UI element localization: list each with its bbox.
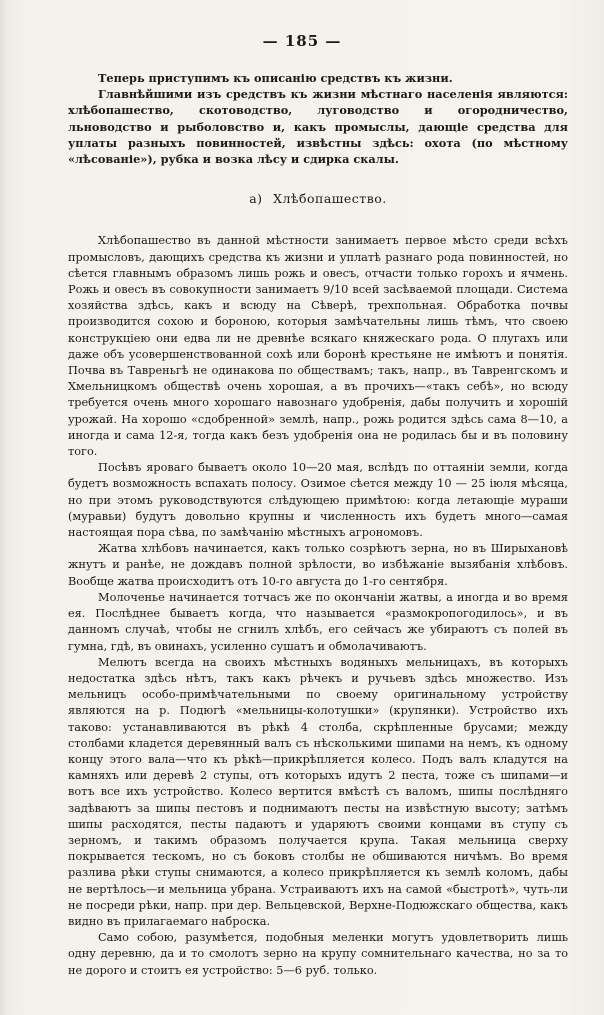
section-title: Хлѣбопашество. [273, 191, 387, 207]
page-edge-shadow [0, 0, 8, 1015]
paragraph-5: Мелютъ всегда на своихъ мѣстныхъ водяныхъ мельницахъ, въ которыхъ недостатка здѣсь нѣтъ, такъ какъ рѣчекъ и ручьевъ здѣсь множество. Изъ мельницъ особо-примѣчательными по своему оригинальному устройству являются на р. Подюгѣ «мельницы-колотушки» (крупянки). Устройство ихъ таково: устанавливаются въ рѣкѣ 4 столба, скрѣпленные брусами; между столбами кладется деревянный валъ съ нѣсколькими шипами на немъ, къ одному концу этого вала—что къ рѣкѣ—прикрѣпляется колесо. Подъ валъ кладутся на камняхъ или деревѣ 2 ступы, отъ которыхъ идутъ 2 песта, тоже съ шипами—и вотъ все ихъ устройство. Колесо вертится вмѣстѣ съ валомъ, шипы послѣдняго задѣваютъ за шипы пестовъ и поднимаютъ песты на извѣстную высоту; затѣмъ шипы расходятся, песты падаютъ и ударяютъ своими концами въ ступу съ зерномъ, и такимъ образомъ получается крупа. Такая мельница сверху покрывается тескомъ, но съ боковъ столбы не обшиваются ничѣмъ. Во время разлива рѣки ступы снимаются, а колесо прикрѣпляется къ землѣ коломъ, дабы не вертѣлось—и мельница убрана. Устраиваютъ ихъ на самой «быстротѣ», чуть-ли не посреди рѣки, напр. при дер. Вельцевской, Верхне-Подюжскаго общества, какъ видно въ прилагаемаго наброска. [68, 655, 568, 928]
intro-line-1: Теперь приступимъ къ описанію средствъ къ жизни. [98, 71, 453, 85]
paragraph-2: Посѣвъ яроваго бываетъ около 10—20 мая, вслѣдъ по оттаяніи земли, когда будетъ возможность вспахать полосу. Озимое сѣется между 10 — 25 іюля мѣсяца, но при этомъ руководствуются слѣдующею примѣтою: когда летающіе мураши (муравьи) будутъ довольно крупны и численность ихъ будетъ много—самая настоящая пора сѣва, по замѣчанію мѣстныхъ агрономовъ. [68, 461, 568, 540]
paragraph-4: Молоченье начинается тотчасъ же по окончаніи жатвы, а иногда и во время ея. Послѣднее бываетъ когда, что называется «размокропогодилось», и въ данномъ случаѣ, чтобы не сгнилъ хлѣбъ, его сейчасъ же убираютъ съ полей въ гумна, гдѣ, въ овинахъ, усиленно сушатъ и обмолачиваютъ. [68, 590, 568, 653]
paragraph-1: Хлѣбопашество въ данной мѣстности занимаетъ первое мѣсто среди всѣхъ промысловъ, дающихъ средства къ жизни и уплатѣ разнаго рода повинностей, но сѣется главнымъ образомъ лишь рожь и овесъ, отчасти только горохъ и ячмень. Рожь и овесъ въ совокупности занимаетъ 9/10 всей засѣваемой площади. Система хозяйства здѣсь, какъ и всюду на Сѣверѣ, трехпольная. Обработка почвы производится сохою и бороною, которыя замѣчательны лишь тѣмъ, что своею конструкціею они едва ли не древнѣе всякаго княжескаго рода. О плугахъ или даже объ усовершенствованной сохѣ или боронѣ крестьяне не имѣютъ и понятія. Почва въ Тавреньгѣ не одинакова по обществамъ; такъ, напр., въ Тавренгскомъ и Хмельницкомъ обществѣ очень хорошая, а въ прочихъ—«такъ себѣ», но всюду требуется очень много хорошаго навознаго удобренія, дабы получить и хорошій урожай. На хорошо «сдобренной» землѣ, напр., рожь родится здѣсь сама 8—10, а иногда и сама 12-я, тогда какъ безъ удобренія она не родилась бы и въ половину того. [68, 234, 568, 459]
paragraph-6: Само собою, разумѣется, подобныя меленки могутъ удовлетворить лишь одну деревню, да и то смолотъ зерно на крупу сомнительнаго качества, но за то не дорого и стоитъ ея устройство: 5—6 руб. только. [68, 931, 568, 977]
intro-paragraph: Главнѣйшими изъ средствъ къ жизни мѣстнаго населенія являются: хлѣбопашество, скотоводство, луговодство и огородничество, льноводство и рыболовство и, какъ промыслы, дающіе средства для уплаты разныхъ повинностей, извѣстны здѣсь: охота (по мѣстному «лѣсованіе»), рубка и возка лѣсу и сдирка скалы. [68, 87, 568, 167]
paragraph-3: Жатва хлѣбовъ начинается, какъ только созрѣютъ зерна, но въ Ширыхановѣ жнутъ и ранѣе, не дождавъ полной зрѣлости, во избѣжаніе вызябанія хлѣбовъ. Вообще жатва происходитъ отъ 10-го августа до 1-го сентября. [68, 542, 568, 588]
section-heading [68, 191, 568, 207]
body-text [68, 70, 568, 979]
page-number: — 185 — [262, 32, 342, 50]
section-letter: а) [249, 191, 263, 207]
